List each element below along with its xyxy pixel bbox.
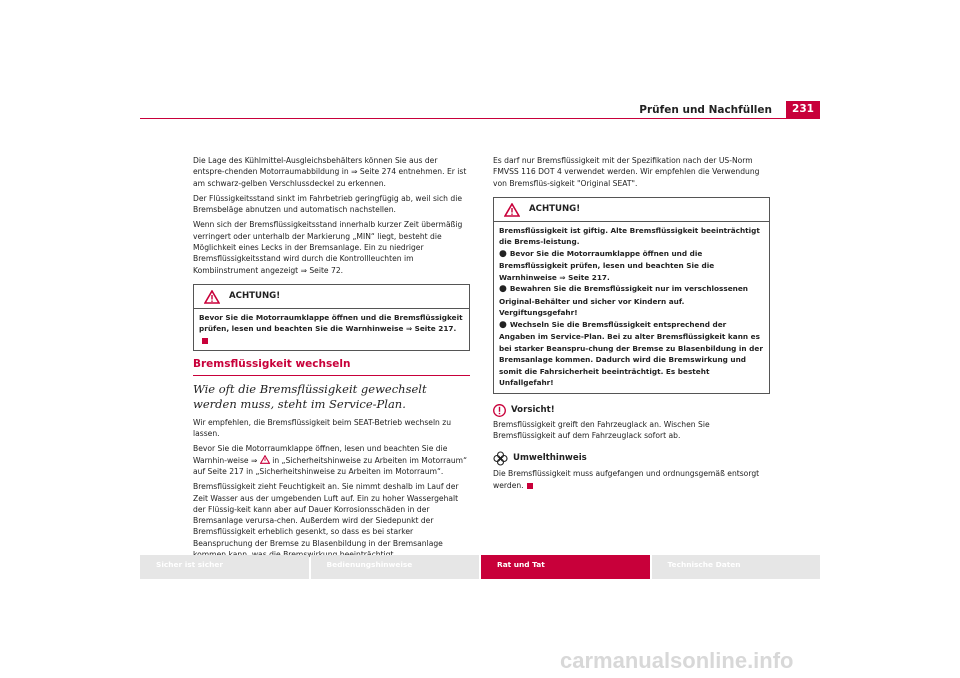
- caution-text: Bremsflüssigkeit greift den Fahrzeuglack an. Wischen Sie Bremsflüssigkeit auf dem Fahrzeuglack sofort ab.: [493, 419, 710, 441]
- warning-box: [193, 284, 470, 352]
- paragraph: Wir empfehlen, die Bremsflüssigkeit beim SEAT-Betrieb wechseln zu lassen.: [193, 417, 452, 439]
- footer-navigation: [140, 555, 820, 579]
- warning-triangle-icon: [504, 203, 520, 217]
- paragraph: Die Lage des Kühlmittel-Ausgleichsbehälters können Sie aus der entspre-chenden Motorraumabbildung in ⇒ Seite 274 entnehmen. Er ist am schwarz-gelben Verschlussdeckel zu erkennen.: [193, 156, 467, 188]
- warning-triangle-icon: [204, 290, 220, 304]
- warning-header: [194, 285, 469, 308]
- header-rule: [140, 118, 820, 119]
- tab-bedienungshinweise[interactable]: Bedienungshinweise: [311, 555, 480, 579]
- warning-header: [494, 198, 769, 221]
- caution-header: [493, 404, 770, 417]
- paragraph-part: Bevor Sie die Motorraumklappe öffnen, lesen und beachten Sie die Warnhin-weise ⇒: [193, 444, 448, 465]
- section-subtitle: Wie oft die Bremsflüssigkeit gewechselt werden muss, steht im Service-Plan.: [193, 381, 427, 411]
- paragraph-part: in „Sicherheitshinweise zu Arbeiten im Motorraum“ auf Seite 217 in „Sicherheitshinweise zu Arbeiten im Motorraum“.: [193, 455, 468, 476]
- warning-triangle-icon: [260, 455, 270, 464]
- environment-title: Umwelthinweis: [513, 453, 587, 464]
- caution-title: Vorsicht!: [511, 404, 555, 415]
- bullet-icon: ●: [499, 284, 507, 295]
- warning-text: Bevor Sie die Motorraumklappe öffnen und die Bremsflüssigkeit prüfen, lesen und beachten Sie die Warnhinweise ⇒ Seite 217.: [199, 312, 463, 334]
- end-marker-icon: [202, 338, 208, 344]
- watermark: carmanualsonline.info: [560, 648, 794, 673]
- bullet-icon: ●: [499, 248, 507, 259]
- end-marker-icon: [527, 483, 533, 489]
- warning-bullet: ● Bevor Sie die Motorraumklappe öffnen und die Bremsflüssigkeit prüfen, lesen und beachten Sie die Warnhinweise ⇒ Seite 217.: [499, 248, 715, 282]
- warning-body: [194, 308, 469, 351]
- left-column: [193, 155, 470, 564]
- paragraph: Bremsflüssigkeit zieht Feuchtigkeit an. Sie nimmt deshalb im Lauf der Zeit Wasser aus der umgebenden Luft auf. Ein zu hoher Wassergehalt der Flüssig-keit kann aber auf Dauer Korrosionsschäden in der Bremsanlage verursa-chen. Außerdem wird der Siedepunkt der Bremsflüssigkeit erheblich gesenkt, so dass es bei starker Beanspruchung der Bremse zu Blasenbildung in der Bremsanlage: [193, 482, 459, 548]
- warning-bullet: ● Wechseln Sie die Bremsflüssigkeit entsprechend der Angaben im Service-Plan. Bei zu alter Bremsflüssigkeit kann es bei starker Beanspru-chung der Bremse zu Blasenbildung in der Bremsanlage kommen. Dadurch wird die Bremswirkung und somit die Fahrsicherheit beeinträchtigt. Es besteht Unfallgefahr!: [499, 319, 763, 388]
- warning-box: [493, 197, 770, 394]
- bullet-icon: ●: [499, 319, 507, 330]
- warning-title: ACHTUNG!: [229, 291, 281, 302]
- right-column: [493, 155, 770, 495]
- paragraph: [193, 443, 470, 477]
- environment-text: Die Bremsflüssigkeit muss aufgefangen und ordnungsgemäß entsorgt werden.: [493, 469, 760, 490]
- page-number: 231: [786, 101, 820, 118]
- warning-lead: Bremsflüssigkeit ist giftig. Alte Bremsflüssigkeit beeinträchtigt die Brems-leistung.: [499, 225, 760, 247]
- tab-rat-und-tat[interactable]: Rat und Tat: [481, 555, 650, 579]
- section-rule: [193, 375, 470, 376]
- page-header-title: Prüfen und Nachfüllen: [639, 104, 772, 116]
- tab-sicher-ist-sicher[interactable]: Sicher ist sicher: [140, 555, 309, 579]
- section-title: Bremsflüssigkeit wechseln: [193, 358, 351, 371]
- warning-body: [494, 221, 769, 393]
- warning-title: ACHTUNG!: [529, 204, 581, 215]
- paragraph: Der Flüssigkeitsstand sinkt im Fahrbetrieb geringfügig ab, weil sich die Bremsbeläge abnutzen und automatisch nachstellen.: [193, 193, 463, 215]
- caution-exclamation-icon: [493, 404, 506, 417]
- warning-bullet: ● Bewahren Sie die Bremsflüssigkeit nur im verschlossenen Original-Behälter und sicher vor Kindern auf. Vergiftungsgefahr!: [499, 284, 749, 318]
- environment-header: [493, 451, 770, 466]
- paragraph: Es darf nur Bremsflüssigkeit mit der Spezifikation nach der US-Norm FMVSS 116 DOT 4 verwendet werden. Wir empfehlen die Verwendung von Bremsflüs-sigkeit "Original SEAT".: [493, 156, 760, 188]
- tab-technische-daten[interactable]: Technische Daten: [652, 555, 821, 579]
- paragraph: Wenn sich der Bremsflüssigkeitsstand innerhalb kurzer Zeit übermäßig verringert oder unterhalb der Markierung „MIN“ liegt, besteht die Möglichkeit eines Lecks in der Bremsanlage. Ein zu niedriger Bremsflüssigkeitsstand wird durch die Kontrollleuchten im Kombiinstrument angezeigt ⇒ Seite 72.: [193, 220, 463, 275]
- environment-flower-icon: [493, 451, 508, 466]
